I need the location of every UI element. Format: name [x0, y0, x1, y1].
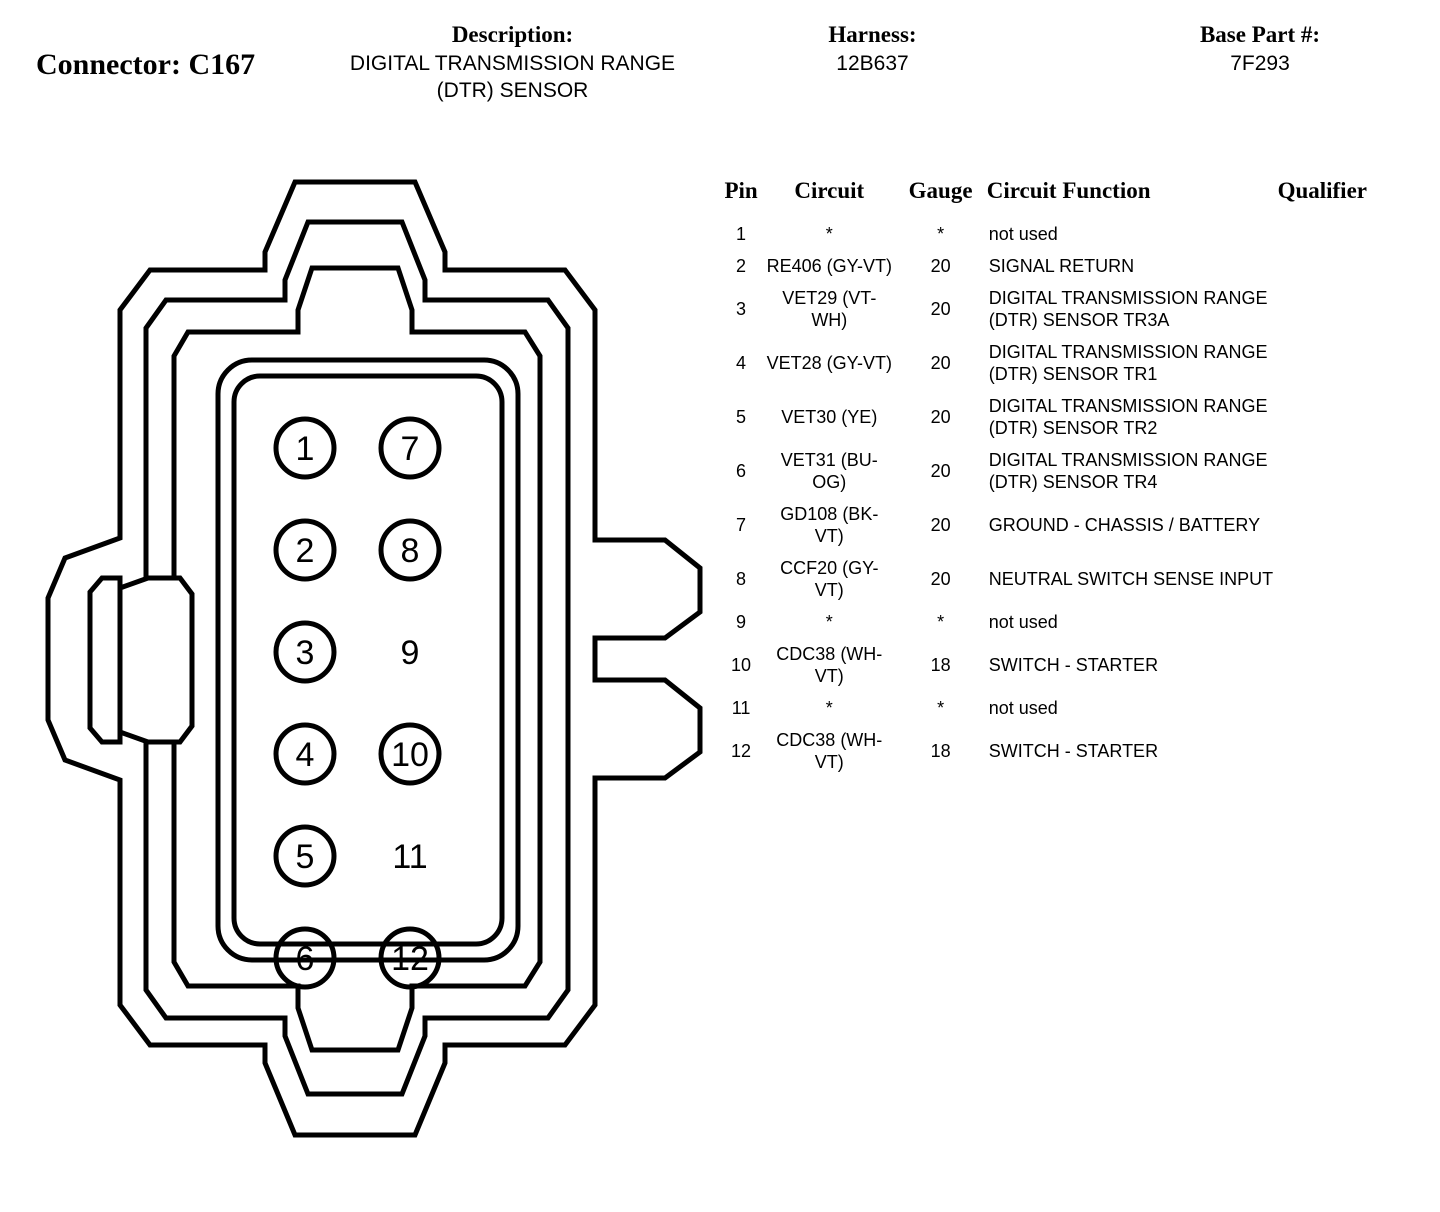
cell-gauge: *: [937, 224, 945, 244]
cell-qualifier: [1278, 444, 1418, 498]
cell-circuit: VET30 (YE): [781, 407, 878, 427]
svg-text:6: 6: [295, 940, 315, 978]
cell-pin: 11: [731, 698, 751, 718]
cell-pin: 9: [736, 612, 747, 632]
base-part-value: 7F293: [1230, 52, 1290, 75]
table-row: [718, 552, 1418, 606]
base-part-label: Base Part #:: [1199, 22, 1321, 47]
table-row: [718, 692, 1418, 724]
pin-table: [718, 178, 1418, 778]
cell-qualifier: [1278, 638, 1418, 692]
cell-gauge: 20: [930, 515, 951, 535]
cell-gauge: 20: [930, 256, 951, 276]
base-part-column: [1110, 20, 1410, 77]
svg-text:7: 7: [400, 430, 420, 468]
cell-qualifier: [1278, 606, 1418, 638]
cell-circuit: GD108 (BK-VT): [780, 504, 879, 546]
connector-diagram: [20, 160, 720, 1190]
svg-text:8: 8: [400, 532, 420, 570]
cell-pin: 3: [736, 299, 747, 319]
cell-circuit: VET28 (GY-VT): [766, 353, 892, 373]
column-header-qualifier: Qualifier: [1277, 178, 1367, 203]
cell-pin: 1: [736, 224, 747, 244]
table-header-row: [718, 178, 1418, 218]
svg-text:5: 5: [295, 838, 315, 876]
table-row: [718, 724, 1418, 778]
cell-function: not used: [988, 698, 1058, 718]
connector-id-label: Connector: C167: [36, 48, 256, 81]
svg-text:2: 2: [295, 532, 315, 570]
cell-gauge: *: [937, 612, 945, 632]
description-label: Description:: [451, 22, 574, 47]
cell-qualifier: [1278, 218, 1418, 250]
cell-qualifier: [1278, 552, 1418, 606]
cell-pin: 4: [736, 353, 747, 373]
column-header-function: Circuit Function: [986, 178, 1151, 203]
cell-circuit: RE406 (GY-VT): [766, 256, 892, 276]
cell-function: SWITCH - STARTER: [988, 741, 1159, 761]
cell-function: not used: [988, 224, 1058, 244]
cell-gauge: 20: [930, 299, 951, 319]
cell-pin: 12: [731, 741, 752, 761]
description-column: [345, 20, 680, 104]
cell-function: GROUND - CHASSIS / BATTERY: [988, 515, 1261, 535]
cell-gauge: 18: [930, 741, 951, 761]
cell-circuit: *: [825, 612, 833, 632]
cell-pin: 5: [736, 407, 747, 427]
cell-qualifier: [1278, 498, 1418, 552]
table-row: [718, 638, 1418, 692]
cell-circuit: CCF20 (GY-VT): [780, 558, 879, 600]
table-row: [718, 390, 1418, 444]
table-row: [718, 498, 1418, 552]
svg-text:1: 1: [295, 430, 315, 468]
cell-function: DIGITAL TRANSMISSION RANGE (DTR) SENSOR TR3A: [988, 288, 1268, 330]
harness-value: 12B637: [836, 52, 909, 75]
cell-function: not used: [988, 612, 1058, 632]
table-row: [718, 218, 1418, 250]
cell-qualifier: [1278, 250, 1418, 282]
cell-qualifier: [1278, 336, 1418, 390]
table-row: [718, 606, 1418, 638]
svg-text:10: 10: [391, 736, 429, 774]
svg-text:12: 12: [391, 940, 429, 978]
cell-pin: 7: [736, 515, 747, 535]
cell-gauge: 20: [930, 353, 951, 373]
cell-circuit: VET31 (BU-OG): [780, 450, 878, 492]
cell-circuit: *: [825, 698, 833, 718]
cell-gauge: 20: [930, 407, 951, 427]
cell-qualifier: [1278, 390, 1418, 444]
column-header-pin: Pin: [724, 178, 758, 203]
cell-pin: 2: [736, 256, 747, 276]
cell-circuit: CDC38 (WH-VT): [776, 730, 883, 772]
description-value: DIGITAL TRANSMISSION RANGE (DTR) SENSOR: [349, 52, 676, 102]
harness-column: [760, 20, 985, 77]
svg-text:11: 11: [392, 838, 428, 876]
cell-qualifier: [1278, 282, 1418, 336]
table-row: [718, 336, 1418, 390]
cell-circuit: VET29 (VT-WH): [782, 288, 877, 330]
svg-text:9: 9: [400, 634, 420, 672]
column-header-circuit: Circuit: [794, 178, 865, 203]
cell-gauge: 18: [930, 655, 951, 675]
cell-pin: 8: [736, 569, 747, 589]
table-row: [718, 282, 1418, 336]
cell-qualifier: [1278, 724, 1418, 778]
cell-function: NEUTRAL SWITCH SENSE INPUT: [988, 569, 1274, 589]
cell-function: DIGITAL TRANSMISSION RANGE (DTR) SENSOR TR4: [988, 450, 1268, 492]
cell-function: DIGITAL TRANSMISSION RANGE (DTR) SENSOR TR2: [988, 396, 1268, 438]
cell-circuit: *: [825, 224, 833, 244]
header: [0, 0, 1440, 130]
cell-circuit: CDC38 (WH-VT): [776, 644, 883, 686]
svg-text:4: 4: [295, 736, 315, 774]
cell-pin: 10: [731, 655, 752, 675]
cell-pin: 6: [736, 461, 747, 481]
cell-function: SIGNAL RETURN: [988, 256, 1135, 276]
cell-gauge: 20: [930, 569, 951, 589]
cell-gauge: *: [937, 698, 945, 718]
cell-function: SWITCH - STARTER: [988, 655, 1159, 675]
svg-text:3: 3: [295, 634, 315, 672]
column-header-gauge: Gauge: [908, 178, 973, 203]
pin-table-container: [718, 178, 1428, 778]
table-row: [718, 250, 1418, 282]
cell-function: DIGITAL TRANSMISSION RANGE (DTR) SENSOR TR1: [988, 342, 1268, 384]
cell-qualifier: [1278, 692, 1418, 724]
cell-gauge: 20: [930, 461, 951, 481]
harness-label: Harness:: [828, 22, 917, 47]
table-row: [718, 444, 1418, 498]
